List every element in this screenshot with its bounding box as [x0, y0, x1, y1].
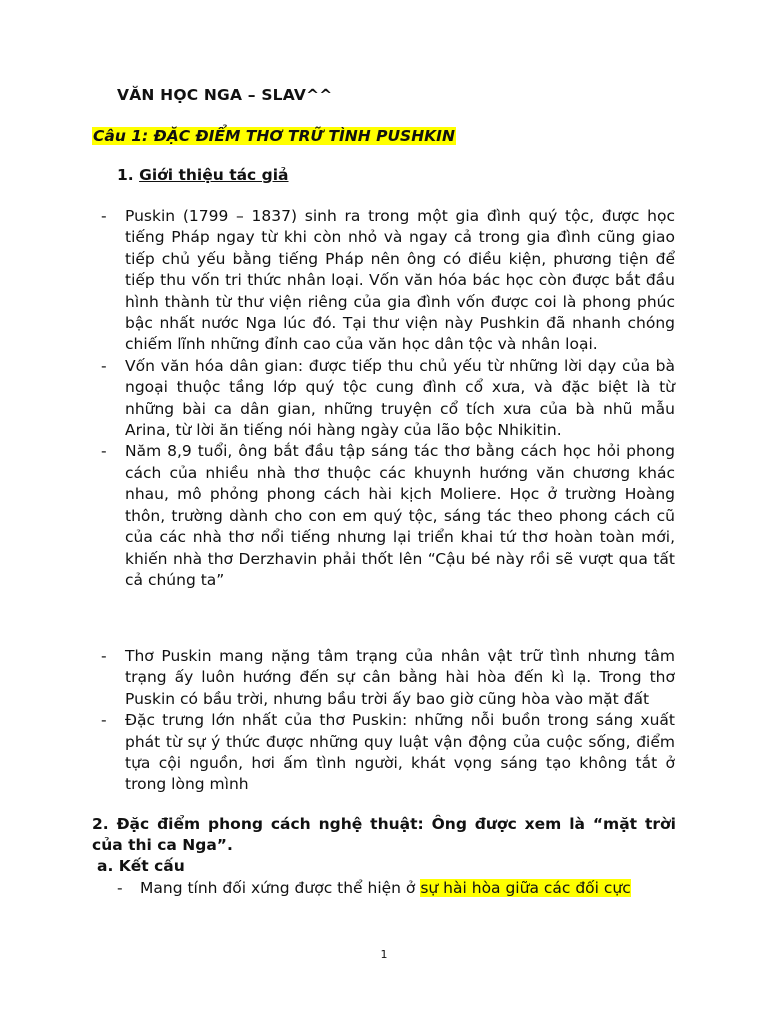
- section-2a-heading: a. Kết cấu: [97, 857, 185, 875]
- page-number: 1: [380, 948, 388, 961]
- bullet-text: Vốn văn hóa dân gian: được tiếp thu chủ yếu từ những lời dạy của bà ngoại thuộc tầng lớp quý tộc cung đình cổ xưa, và đặc biệt là từ những bài ca dân gian, những truyện cổ tích xưa của bà nhũ mẫu Arina, từ lời ăn tiếng nói hàng ngày của lão bộc Nhikitin.: [125, 356, 675, 440]
- bullet-text: Năm 8,9 tuổi, ông bắt đầu tập sáng tác thơ bằng cách học hỏi phong cách của nhiều nhà thơ thuộc các khuynh hướng văn chương khác nhau, mô phỏng phong cách hài kịch Moliere. Học ở trường Hoàng thôn, trường dành cho con em quý tộc, sáng tác theo phong cách cũ của các nhà thơ nổi tiếng nhưng lại triển khai tứ thơ hoàn toàn mới, khiến nhà thơ Derzhavin phải thốt lên “Cậu bé này rồi sẽ vượt qua tất cả chúng ta”: [125, 442, 675, 589]
- bullet-group-2: [0, 646, 768, 796]
- section-1-heading: [117, 166, 289, 184]
- bullet-dash: -: [101, 356, 107, 375]
- section-1-number: 1.: [117, 166, 134, 184]
- bullet-text: Puskin (1799 – 1837) sinh ra trong một gia đình quý tộc, được học tiếng Pháp ngay từ khi còn nhỏ và ngay cả trong gia đình cũng giao tiếp chủ yếu bằng tiếng Pháp nên ông có điều kiện, phương tiện để tiếp thu vốn tri thức nhân loại. Vốn văn hóa bác học còn được bắt đầu hình thành từ thư viện riêng của gia đình vốn được coi là phong phúc bậc nhất nước Nga lúc đó. Tại thư viện này Pushkin đã nhanh chóng chiếm lĩnh những đỉnh cao của văn học dân tộc và nhân loại.: [125, 207, 675, 354]
- question-title-text: Câu 1: ĐẶC ĐIỂM THƠ TRỮ TÌNH PUSHKIN: [93, 127, 455, 145]
- list-item: [0, 356, 675, 442]
- question-title: [92, 127, 456, 145]
- list-item: [0, 441, 675, 591]
- bullet-group-1: [0, 206, 768, 591]
- section-2-heading: 2. Đặc điểm phong cách nghệ thuật: Ông được xem là “mặt trời của thi ca Nga”.: [92, 815, 676, 855]
- highlighted-text: sự hài hòa giữa các đối cực: [420, 879, 631, 897]
- list-item: [0, 646, 675, 710]
- list-item: [0, 206, 675, 356]
- bullet-dash: -: [101, 442, 107, 461]
- bullet-dash: -: [101, 207, 107, 225]
- bullet-dash: -: [101, 647, 107, 665]
- bullet-text: Thơ Puskin mang nặng tâm trạng của nhân vật trữ tình nhưng tâm trạng ấy luôn hướng đến sự cân bằng hài hòa đến kì lạ. Trong thơ Puskin có bầu trời, nhưng bầu trời ấy bao giờ cũng hòa vào mặt đất: [125, 647, 675, 708]
- section-1-title: Giới thiệu tác giả: [139, 166, 289, 184]
- list-item: [0, 710, 675, 796]
- bullet-dash: -: [101, 711, 107, 730]
- bullet-text-plain: Mang tính đối xứng được thể hiện ở: [140, 879, 421, 897]
- document-title: VĂN HỌC NGA – SLAV^^: [117, 86, 333, 104]
- bullet-text: Đặc trưng lớn nhất của thơ Puskin: những nỗi buồn trong sáng xuất phát từ sự ý thức được những quy luật vận động của cuộc sống, điểm tựa cội nguồn, hơi ấm tình người, khát vọng sáng tạo không tắt ở trong lòng mình: [125, 711, 675, 794]
- bullet-text: [140, 878, 631, 899]
- bullet-dash: -: [117, 879, 123, 897]
